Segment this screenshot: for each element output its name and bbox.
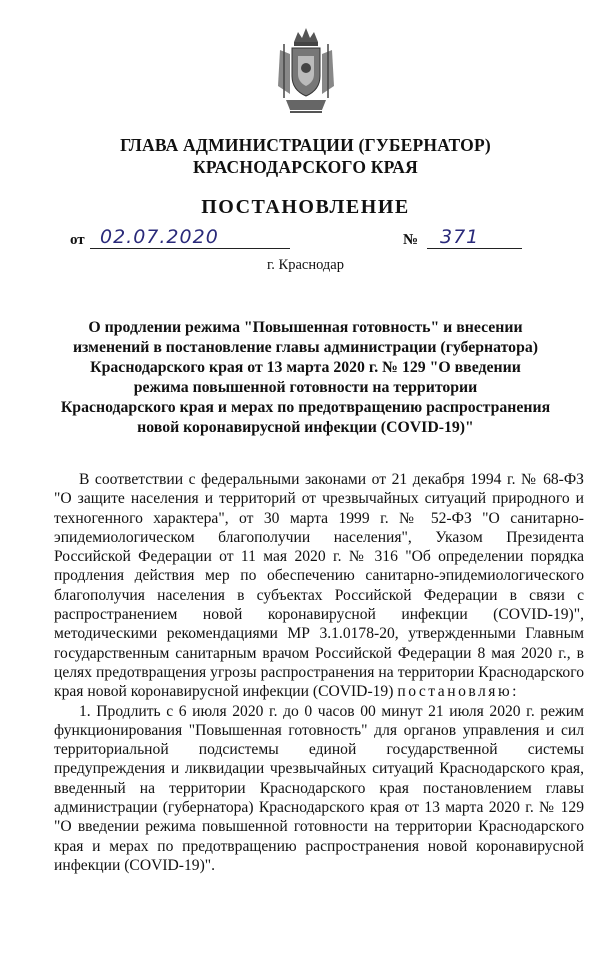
city-line: г. Краснодар (266, 257, 344, 273)
handwritten-number: 371 (440, 226, 480, 248)
date-underline (90, 248, 290, 249)
number-label: № (403, 232, 419, 248)
subject-line: новой коронавирусной инфекции (COVID-19)" (137, 419, 474, 436)
handwritten-date: 02.07.2020 (100, 226, 219, 248)
issuer-title-line-2: КРАСНОДАРСКОГО КРАЯ (193, 157, 418, 177)
preamble-text: В соответствии с федеральными законами от 21 декабря 1994 г. № 68-ФЗ "О защите населения и территорий от чрезвычайных ситуаций природного и техногенного характера", от 30 марта 1999 г. № 52-ФЗ "О санитарно-эпидемиологическом благополучии населения", Указом Президента Российской Федерации от 11 мая 2020 г. № 316 "Об определении порядка продления действия мер по обеспечению санитарно-эпидемиологического благополучия населения в субъектах Российской Федерации в связи с распространением новой коронавирусной инфекции (COVID-19)", методическими рекомендациями МР 3.1.0178-20, утвержденными Главным государственным санитарным врачом Российской Федерации 8 мая 2020 г., в целях предотвращения угрозы распространения на территории Краснодарского края новой коронавирусной инфекции (COVID-19) (54, 471, 584, 701)
date-number-row (70, 228, 540, 252)
document-type-title: ПОСТАНОВЛЕНИЕ (201, 196, 410, 218)
document-body (54, 470, 584, 875)
issuer-title-line-1: ГЛАВА АДМИНИСТРАЦИИ (ГУБЕРНАТОР) (120, 135, 491, 155)
coat-of-arms-emblem (270, 24, 342, 120)
subject-line: изменений в постановление главы администрации (губернатора) (72, 339, 539, 356)
subject-line: О продлении режима "Повышенная готовность" и внесении (88, 319, 523, 336)
body-paragraph-item-1: 1. Продлить с 6 июля 2020 г. до 0 часов 00 минут 21 июля 2020 г. режим функционирования "Повышенная готовность" для органов управления и сил территориальной подсистемы единой государственной системы предупреждения и ликвидации чрезвычайных ситуаций Краснодарского края, введенный на территории Краснодарского края постановлением главы администрации (губернатора) Краснодарского края от 13 марта 2020 г. № 129 "О введении режима повышенной готовности на территории Краснодарского края и мерах по предотвращению распространения новой коронавирусной инфекции (COVID-19)". (54, 702, 584, 874)
document-subject (45, 318, 566, 438)
number-underline (427, 248, 522, 249)
subject-line: режима повышенной готовности на территории (133, 379, 478, 396)
resolution-keyword: постановляю: (397, 683, 519, 701)
body-paragraph-preamble (54, 470, 584, 702)
subject-line: Краснодарского края от 13 марта 2020 г. № 129 "О введении (90, 359, 521, 376)
date-label: от (70, 232, 85, 248)
subject-line: Краснодарского края и мерах по предотвращению распространения (60, 399, 551, 416)
